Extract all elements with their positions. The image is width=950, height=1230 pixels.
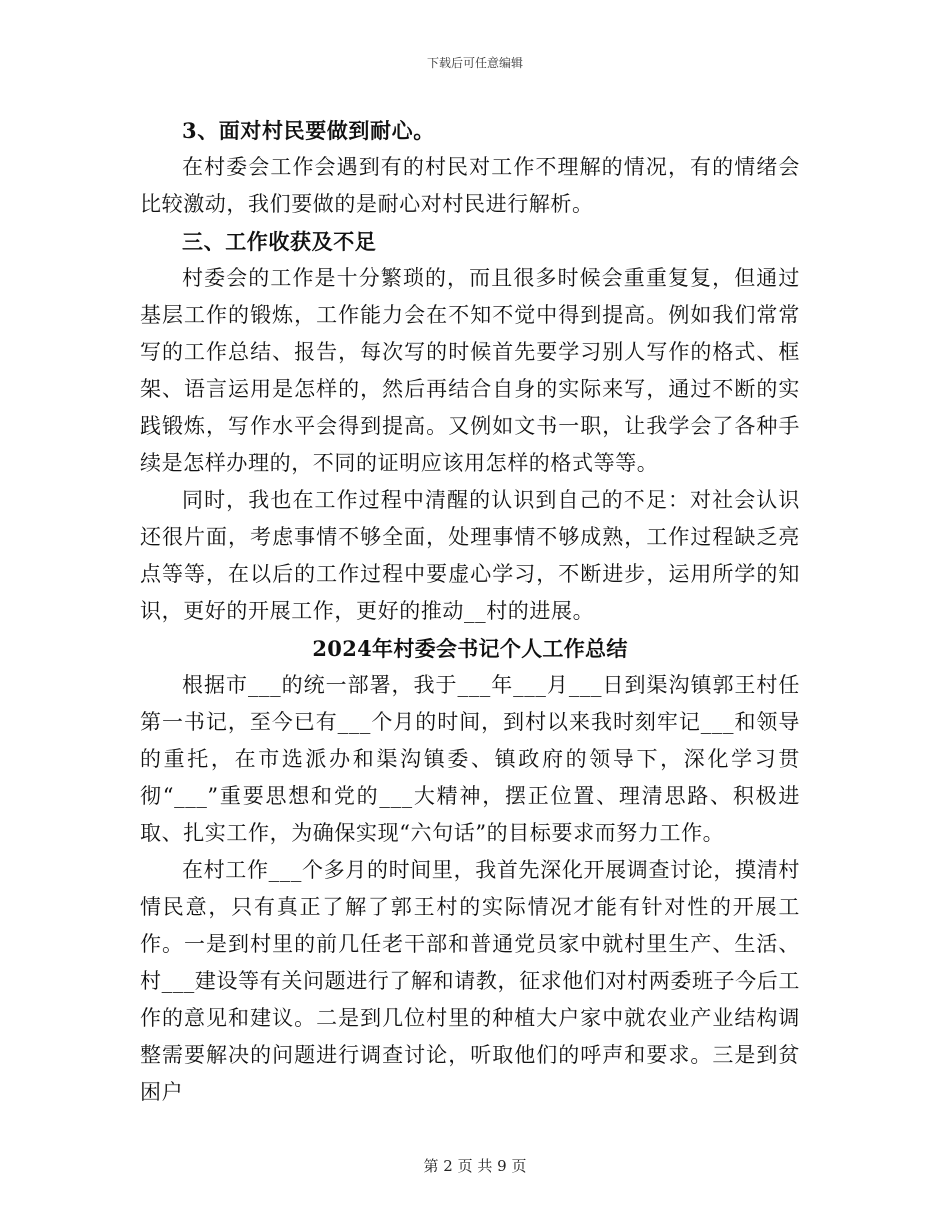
paragraph-investigation: 在村工作___个多月的时间里，我首先深化开展调查讨论，摸清村情民意，只有真正了解了郭王村的实际情况才能有针对性的开展工作。一是到村里的前几任老干部和普通党员家中就村里生产、生活、村___建设等有关问题进行了解和请教，征求他们对村两委班子今后工作的意见和建议。二是到几位村里的种植大户家中就农业产业结构调整需要解决的问题进行调查讨论，听取他们的呼声和要求。三是到贫困户 — [140, 858, 800, 1104]
section-heading-gains: 三、工作收获及不足 — [182, 229, 377, 254]
page-header-note: 下载后可任意编辑 — [426, 56, 523, 70]
page-number: 第 2 页 共 9 页 — [423, 1157, 527, 1175]
paragraph-patience: 在村委会工作会遇到有的村民对工作不理解的情况，有的情绪会比较激动，我们要做的是耐心对村民进行解析。 — [140, 155, 800, 216]
paragraph-intro: 根据市___的统一部署，我于___年___月___日到渠沟镇郭王村任第一书记，至今已有___个月的时间，到村以来我时刻牢记___和领导的重托，在市选派办和渠沟镇委、镇政府的领导下，深化学习贯彻“___”重要思想和党的___大精神，摆正位置、理清思路、积极进取、扎实工作，为确保实现“六句话”的目标要求而努力工作。 — [140, 673, 800, 845]
paragraph-shortcomings: 同时，我也在工作过程中清醒的认识到自己的不足：对社会认识还很片面，考虑事情不够全面，处理事情不够成熟，工作过程缺乏亮点等等，在以后的工作过程中要虚心学习，不断进步，运用所学的知识，更好的开展工作，更好的推动__村的进展。 — [140, 488, 800, 623]
subheading-patience: 3、面对村民要做到耐心。 — [182, 118, 435, 143]
paragraph-gains: 村委会的工作是十分繁琐的，而且很多时候会重重复复，但通过基层工作的锻炼，工作能力会在不知不觉中得到提高。例如我们常常写的工作总结、报告，每次写的时候首先要学习别人写作的格式、框架、语言运用是怎样的，然后再结合自身的实际来写，通过不断的实践锻炼，写作水平会得到提高。又例如文书一职，让我学会了各种手续是怎样办理的，不同的证明应该用怎样的格式等等。 — [140, 266, 800, 475]
document-body — [140, 112, 800, 1111]
document-title: 2024年村委会书记个人工作总结 — [312, 636, 628, 661]
